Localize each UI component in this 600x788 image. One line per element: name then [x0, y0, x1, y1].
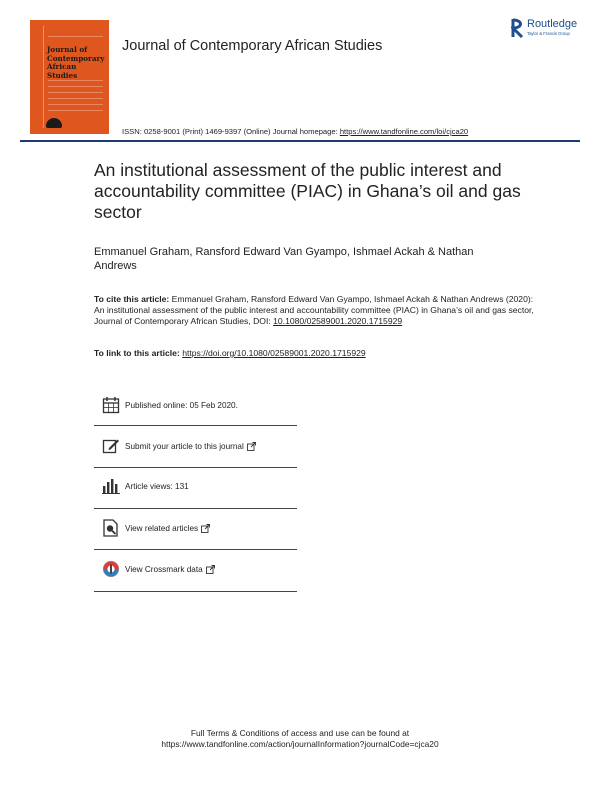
article-authors: Emmanuel Graham, Ransford Edward Van Gyampo, Ishmael Ackah & Nathan Andrews	[94, 246, 474, 272]
doi-link[interactable]: 10.1080/02589001.2020.1715929	[273, 316, 403, 326]
cover-decoration	[48, 110, 103, 111]
cover-decoration	[48, 86, 103, 87]
bar-chart-icon	[100, 476, 122, 496]
issn-text: ISSN: 0258-9001 (Print) 1469-9397 (Online) Journal homepage:	[122, 127, 340, 136]
routledge-icon	[511, 18, 525, 38]
external-link-icon	[206, 565, 215, 574]
journal-cover	[30, 20, 109, 134]
footer-journal-info-link[interactable]: https://www.tandfonline.com/action/journalInformation?journalCode=cjca20	[161, 739, 439, 749]
cover-decoration	[48, 92, 103, 93]
journal-title[interactable]: Journal of Contemporary African Studies	[122, 38, 383, 54]
citation-text: Emmanuel Graham, Ransford Edward Van Gyampo, Ishmael Ackah & Nathan Andrews (2020): An institutional assessment of the public interest and accountability committee (PIAC) in Ghana’s oil and gas sector, Journal of Contemporary African Studies, DOI:	[94, 294, 534, 326]
citation-block	[94, 294, 534, 327]
publisher-name: Routledge	[527, 18, 578, 30]
related-articles-text: View related articles	[125, 523, 199, 533]
crossmark-icon	[100, 559, 122, 579]
cover-decoration	[43, 26, 44, 128]
link-label: To link to this article:	[94, 348, 183, 358]
published-online-text: Published online: 05 Feb 2020.	[125, 400, 238, 410]
journal-homepage-link[interactable]: https://www.tandfonline.com/loi/cjca20	[339, 127, 469, 136]
cover-title-line: African Studies	[47, 62, 78, 80]
related-articles-icon	[100, 518, 122, 538]
row-divider	[94, 591, 297, 592]
header-divider	[20, 140, 580, 142]
calendar-icon	[100, 395, 122, 415]
article-link-line	[94, 348, 366, 358]
article-title: An institutional assessment of the public interest and accountability committee (PIAC) in Ghana’s oil and gas sector	[94, 160, 521, 222]
crossmark-text: View Crossmark data	[125, 564, 203, 574]
publisher-subtitle: Taylor & Francis Group	[527, 31, 570, 36]
external-link-icon	[201, 524, 210, 533]
row-divider	[94, 508, 297, 509]
cover-decoration	[48, 98, 103, 99]
crossmark-row[interactable]	[94, 551, 297, 587]
cover-decoration	[48, 80, 103, 81]
article-views-text: Article views: 131	[125, 481, 189, 491]
submit-article-text: Submit your article to this journal	[125, 441, 244, 451]
submit-article-row[interactable]	[94, 428, 297, 464]
external-link-icon	[247, 442, 256, 451]
row-divider	[94, 425, 297, 426]
footer	[100, 728, 500, 750]
related-articles-row[interactable]	[94, 510, 297, 546]
row-divider	[94, 549, 297, 550]
article-views-row	[94, 468, 297, 504]
publisher-logo[interactable]	[511, 18, 581, 42]
edit-icon	[100, 436, 122, 456]
issn-line	[122, 127, 468, 136]
cover-decoration	[48, 36, 103, 37]
footer-terms-text: Full Terms & Conditions of access and use can be found at	[190, 728, 410, 738]
published-online-row	[94, 387, 297, 423]
cover-title-line: Journal of	[47, 45, 88, 54]
cover-logo	[46, 118, 62, 128]
article-url-link[interactable]: https://doi.org/10.1080/02589001.2020.1715929	[182, 348, 366, 358]
citation-label: To cite this article:	[94, 294, 170, 304]
cover-title-line: Contemporary	[47, 53, 105, 63]
cover-decoration	[48, 104, 103, 105]
cover-title	[47, 46, 105, 80]
